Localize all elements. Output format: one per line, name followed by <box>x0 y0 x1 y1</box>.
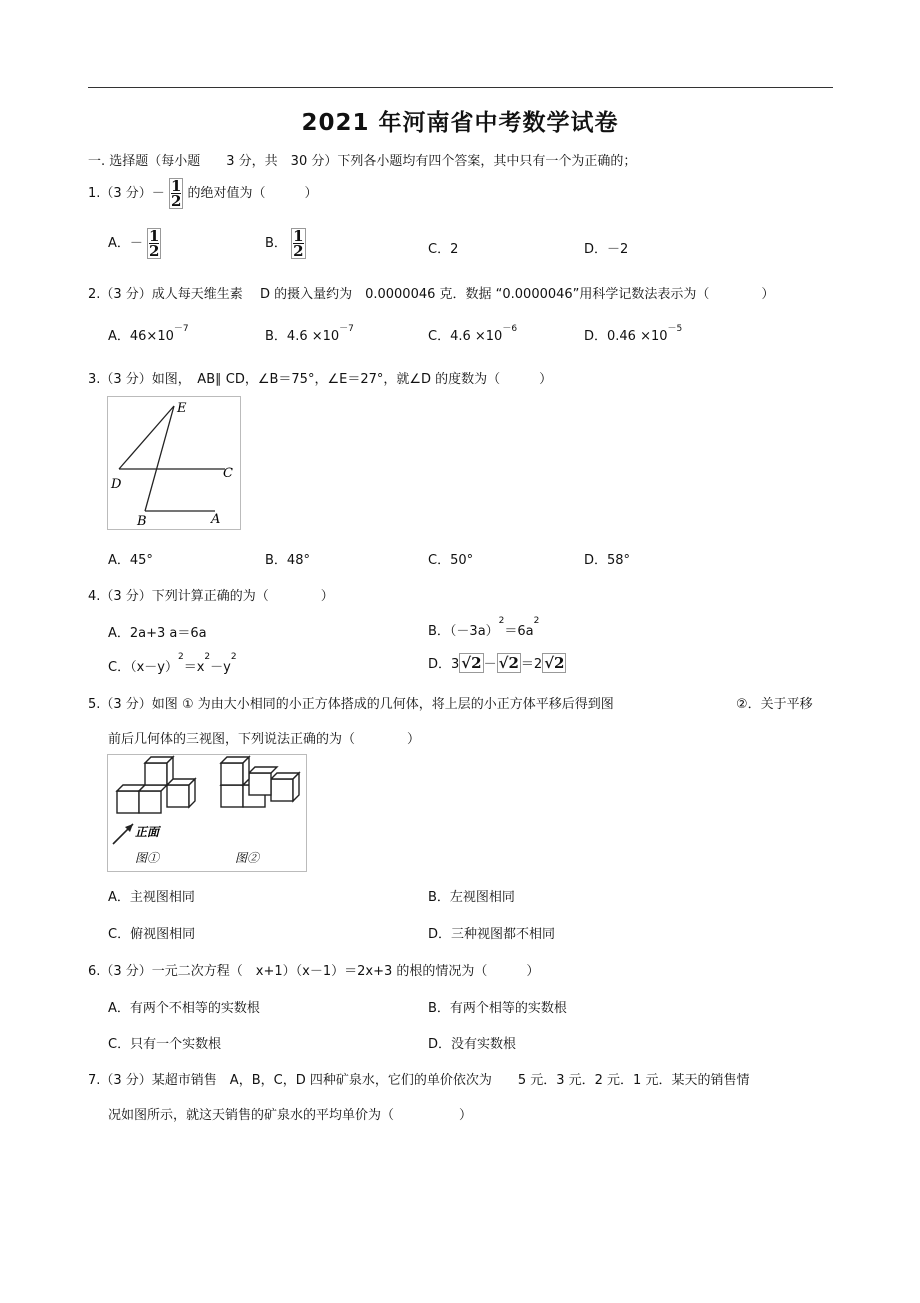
question-6: 6.（3 分）一元二次方程（ x+1）（x－1）＝2x+3 的根的情况为（ ） <box>88 964 540 979</box>
q2-option-b: B．$4.6 \times 10^{-7}$ <box>265 324 354 344</box>
q1-option-c: C．2 <box>428 242 459 257</box>
q6-option-d: D．没有实数根 <box>428 1037 517 1052</box>
q5-option-d: D．三种视图都不相同 <box>428 927 556 942</box>
q4-option-c: C．$(x-y)^2=x^2-y^2$ <box>108 652 237 675</box>
radical: √2 <box>544 654 565 672</box>
q6-option-c: C．只有一个实数根 <box>108 1037 222 1052</box>
q5-option-b: B．左视图相同 <box>428 890 515 905</box>
q1-option-d: D．－2 <box>584 242 629 257</box>
fraction: $\frac{1}{2}$ <box>149 227 160 260</box>
q6-option-b: B．有两个相等的实数根 <box>428 1001 567 1016</box>
section-heading: 一. 选择题（每小题 3 分，共 30 分）下列各小题均有四个答案，其中只有一个为正确的； <box>88 154 637 169</box>
label-d: D <box>111 477 122 492</box>
figure-frame <box>108 397 241 530</box>
q5-option-c: C．俯视图相同 <box>108 927 196 942</box>
q4-option-d: D．3 √2 － √2 ＝2 √2 <box>428 654 565 672</box>
question-2: 2.（3 分）成人每天维生素 D 的摄入量约为 0.0000046 克．数据 “0.0000046”用科学记数法表示为（ ） <box>88 287 775 302</box>
q3-option-b: B．48° <box>265 553 310 568</box>
label-a: A <box>211 512 221 527</box>
q1-option-a: A．－ $\frac{1}{2}$ <box>108 227 160 260</box>
fig2-label: 图② <box>235 851 260 865</box>
fig1-label: 图① <box>135 851 160 865</box>
q5-figure <box>107 754 307 872</box>
q3-option-a: A．45° <box>108 553 153 568</box>
question-4: 4.（3 分）下列计算正确的为（ ） <box>88 589 334 604</box>
q1-option-b: B． $\frac{1}{2}$ <box>265 227 304 260</box>
label-b: B <box>137 514 147 529</box>
q2-option-d: D．$0.46 \times 10^{-5}$ <box>584 324 683 344</box>
q4-option-a: A．2a+3 a＝6a <box>108 626 207 641</box>
front-label: 正面 <box>135 825 160 839</box>
q4-option-b: B．$(-3a)^2=6a^2$ <box>428 616 540 639</box>
question-1: 1.（3 分）－ $\frac{1}{2}$ 的绝对值为（ ） <box>88 177 318 210</box>
page-title: 2021 年河南省中考数学试卷 <box>301 110 619 136</box>
header-rule <box>88 87 833 88</box>
label-e: E <box>177 401 187 416</box>
question-7-line2: 况如图所示，就这天销售的矿泉水的平均单价为（ ） <box>108 1108 473 1123</box>
question-5-line1: 5.（3 分）如图 ① 为由大小相同的小正方体搭成的几何体，将上层的小正方体平移后得到图 <box>88 697 614 712</box>
label-c: C <box>223 466 233 481</box>
fraction: $\frac{1}{2}$ <box>170 177 182 210</box>
question-3: 3.（3 分）如图， AB∥ CD，∠B＝75°，∠E＝27°，就∠D 的度数为（ ） <box>88 372 553 387</box>
q2-option-a: A．$46\times 10^{-7}$ <box>108 324 189 344</box>
radical: √2 <box>498 654 519 672</box>
q5-option-a: A．主视图相同 <box>108 890 195 905</box>
question-5-line1-end: ②．关于平移 <box>736 697 813 712</box>
question-5-line2: 前后几何体的三视图，下列说法正确的为（ ） <box>108 732 421 747</box>
q3-figure <box>107 396 241 530</box>
question-7-line1: 7.（3 分）某超市销售 A，B，C，D 四种矿泉水，它们的单价依次为 5 元．3 元．2 元．1 元．某天的销售情 <box>88 1073 750 1088</box>
q2-option-c: C．$4.6 \times 10^{-6}$ <box>428 324 518 344</box>
q3-option-d: D．58° <box>584 553 631 568</box>
q6-option-a: A．有两个不相等的实数根 <box>108 1001 260 1016</box>
fraction: $\frac{1}{2}$ <box>293 227 304 260</box>
radical: √2 <box>461 654 482 672</box>
q3-option-c: C．50° <box>428 553 474 568</box>
